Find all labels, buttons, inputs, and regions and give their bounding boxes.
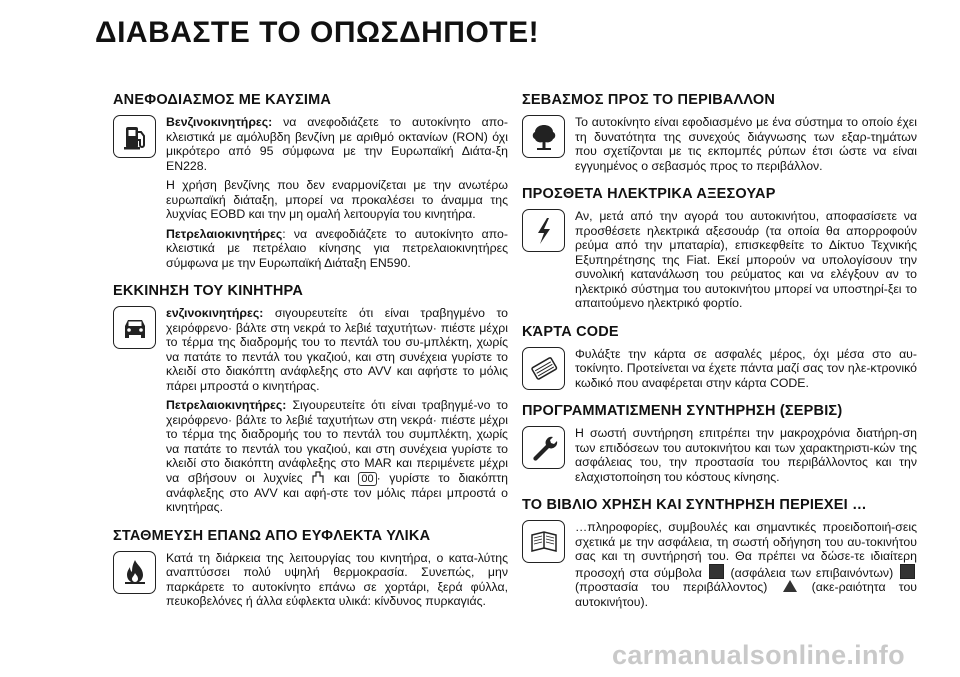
section-heading: ΠΡΟΣΘΕΤΑ ΗΛΕΚΤΡΙΚΑ ΑΞΕΣΟΥΑΡ — [522, 186, 776, 202]
booklet-text-a: …πληροφορίες, συμβουλές και σημαντικές προειδοποιή-σεις σχετικά με την ασφάλεια, τη σωστή οδήγηση του αυ-τοκινήτου σας και τη συντήρησή του. Θα πρέπει να δώσε-τε ιδιαίτερη προσοχή στα σύμβολα — [575, 520, 917, 580]
booklet-text-b: (ασφάλεια των επιβαινόντων) — [730, 565, 894, 580]
booklet-text-c: (προστασία του περιβάλλοντος) — [575, 580, 768, 594]
parking-text: Κατά τη διάρκεια της λειτουργίας του κινητήρα, ο κατα-λύτης αναπτύσσει πολύ υψηλή θερμοκρασία. Συνεπώς, μην παρκάρετε το αυτοκίνητο επάνω σε χορτάρι, ξερά φύλλα, πευκοβελόνες ή άλλα εύφλεκτα υλικά: κίνδυνος πυρκαγιάς. — [166, 550, 508, 608]
section-environment — [522, 92, 917, 178]
section-heading: ΚΆΡΤΑ CODE — [522, 323, 619, 340]
fuel-eobd-text: Η χρήση βενζίνης που δεν εναρμονίζεται με την ανωτέρω ευρωπαϊκή διάταξη, μπορεί να προκαλέσει το άναμμα της λυχνίας EOBD και την μη ομαλή λειτουργία του κινητήρα. — [166, 178, 508, 221]
fuel-diesel-lead: Πετρελαιοκινητήρες — [166, 226, 283, 241]
glow-plug-symbol: 00 — [358, 472, 376, 486]
fuel-pump-icon — [113, 115, 156, 158]
section-heading: ΣΕΒΑΣΜΟΣ ΠΡΟΣ ΤΟ ΠΕΡΙΒΑΛΛΟΝ — [522, 92, 776, 108]
booklet-text-d: (ακε-ραιότητα του αυτοκινήτου). — [575, 580, 918, 609]
engine-diesel-text-end: · γυρίστε το διακόπτη ανάφλεξης στο AVV και αφή-στε τον μόλις πάρει μπροστά ο κινητήρας. — [166, 470, 508, 514]
section-heading: ΕΚΚΙΝΗΣΗ ΤΟΥ ΚΙΝΗΤΗΡΑ — [113, 283, 303, 299]
engine-petrol-lead: ενζινοκινητήρες: — [166, 306, 264, 320]
section-heading: ΠΡΟΓΡΑΜΜΑΤΙΣΜΕΝΗ ΣΥΝΤΗΡΗΣΗ (ΣΕΡΒΙΣ) — [522, 403, 843, 419]
section-parking — [113, 528, 508, 614]
environment-text: Το αυτοκίνητο είναι εφοδιασμένο με ένα σύστημα το οποίο έχει τη δυνατότητα της συνεχούς διάγνωσης των εξαρ-τημάτων που σχετίζονται με τις εκπομπές ρύπων έτσι ώστε να είναι εγγυημένος ο σεβασμός προς το περιβάλλον. — [575, 115, 917, 173]
accessories-text: Αν, μετά από την αγορά του αυτοκινήτου, αποφασίσετε να προσθέσετε ηλεκτρικά αξεσουάρ (τα οποία θα απορροφούν ρεύμα από την μπαταρία), επισκεφθείτε το Δίκτυο Τεχνικής Εξυπηρέτησης της Fiat. Εκεί μπορούν να υπολογίσουν την συνολική κατανάλωση του ρεύματος και να ελέγξουν αν το ηλεκτρικό σύστημα του αυτοκινήτου μπορεί να υποστηρί-ξει το απαιτούμενο ηλεκτρικό φορτίο. — [575, 209, 917, 310]
fuel-diesel-text: : να ανεφοδιάζετε το αυτοκίνητο απο-κλειστικά με πετρέλαιο κίνησης για πετρελαιοκινητήρες σύμφωνα με την Ευρωπαϊκή Διάταξη EN590. — [166, 226, 508, 270]
fuel-petrol-text: να ανεφοδιάζετε το αυτοκίνητο απο-κλειστικά με αμόλυβδη βενζίνη με αριθμό οκτανίων (RON) όχι μικρότερο από 95 σύμφωνα με την Ευρωπαϊκή Διάτα-ξη EN228. — [166, 115, 508, 173]
left-column — [113, 92, 508, 622]
right-column — [522, 92, 917, 622]
card-icon — [522, 347, 565, 390]
fire-icon — [113, 551, 156, 594]
watermark: carmanualsonline.info — [612, 640, 905, 670]
section-heading: ΤΟ ΒΙΒΛΙΟ ΧΡΗΣΗ ΚΑΙ ΣΥΝΤΗΡΗΣΗ ΠΕΡΙΕΧΕΙ … — [522, 497, 867, 513]
tree-icon — [522, 115, 565, 158]
glow-plug-icon — [311, 471, 325, 485]
safety-symbol-icon — [709, 564, 724, 579]
section-accessories — [522, 186, 917, 316]
section-heading: ΣΤΑΘΜΕΥΣΗ ΕΠΑΝΩ ΑΠΟ ΕΥΦΛΕΚΤΑ ΥΛΙΚΑ — [113, 527, 431, 544]
engine-diesel-text: Σιγουρευτείτε ότι είναι τραβηγμέ-νο το χειρόφρενο· βάλτε το λεβιέ ταχυτήτων στη νεκρά· πιέστε μέχρι το τέρμα της διαδρομής του το πεντάλ του συμπλέκτη, χωρίς να πατάτε το πεντάλ του γκαζιού, και στη συνέχεια γυρίστε το κλειδί στο διακόπτη ανάφλεξης στο MAR και περιμένετε μέχρι να σβήσουν οι λυχνίες — [166, 398, 508, 485]
fuel-petrol-lead: Βενζινοκινητήρες: — [166, 115, 273, 129]
section-heading: ΑΝΕΦΟΔΙΑΣΜΟΣ ΜΕ ΚΑΥΣΙΜΑ — [113, 92, 332, 108]
section-fuel — [113, 92, 508, 275]
wrench-icon — [522, 426, 565, 469]
lightning-icon — [522, 209, 565, 252]
book-icon — [522, 520, 565, 563]
engine-diesel-and: και — [333, 470, 350, 485]
vehicle-warning-icon — [783, 580, 797, 592]
section-booklet — [522, 497, 917, 614]
section-engine-start — [113, 283, 508, 520]
engine-petrol-text: σιγουρευτείτε ότι είναι τραβηγμένο το χειρόφρενο· βάλτε στη νεκρά το λεβιέ ταχυτήτων· πιέστε μέχρι το τέρμα της διαδρομής του το πεντάλ του συ-μπλέκτη, χωρίς να πατάτε το πεντάλ του γκαζιού, και στη συνέχεια γυρίστε το κλειδί στο διακόπτη ανάφλεξης στο AVV και αφήστε το μόλις πάρει μπροστά ο κινητήρας. — [166, 306, 508, 393]
car-icon — [113, 306, 156, 349]
section-code-card — [522, 324, 917, 396]
service-text: Η σωστή συντήρηση επιτρέπει την μακροχρόνια διατήρη-ση των επιδόσεων του αυτοκινήτου και των χαρακτηριστι-κών της ασφάλειας του, την προστασία του περιβάλλοντος και την ελαχιστοποίηση του κόστους κίνησης. — [575, 426, 917, 484]
code-card-text: Φυλάξτε την κάρτα σε ασφαλές μέρος, όχι μέσα στο αυ-τοκίνητο. Προτείνεται να έχετε πάντα μαζί σας τον ηλε-κτρονικό κωδικό που αναφέρεται στην κάρτα CODE. — [575, 346, 917, 390]
engine-diesel-lead: Πετρελαιοκινητήρες: — [166, 398, 287, 412]
environment-symbol-icon — [900, 564, 915, 579]
section-service — [522, 403, 917, 489]
page-title: ΔΙΑΒΑΣΤΕ ΤΟ ΟΠΩΣΔΗΠΟΤΕ! — [95, 16, 540, 49]
